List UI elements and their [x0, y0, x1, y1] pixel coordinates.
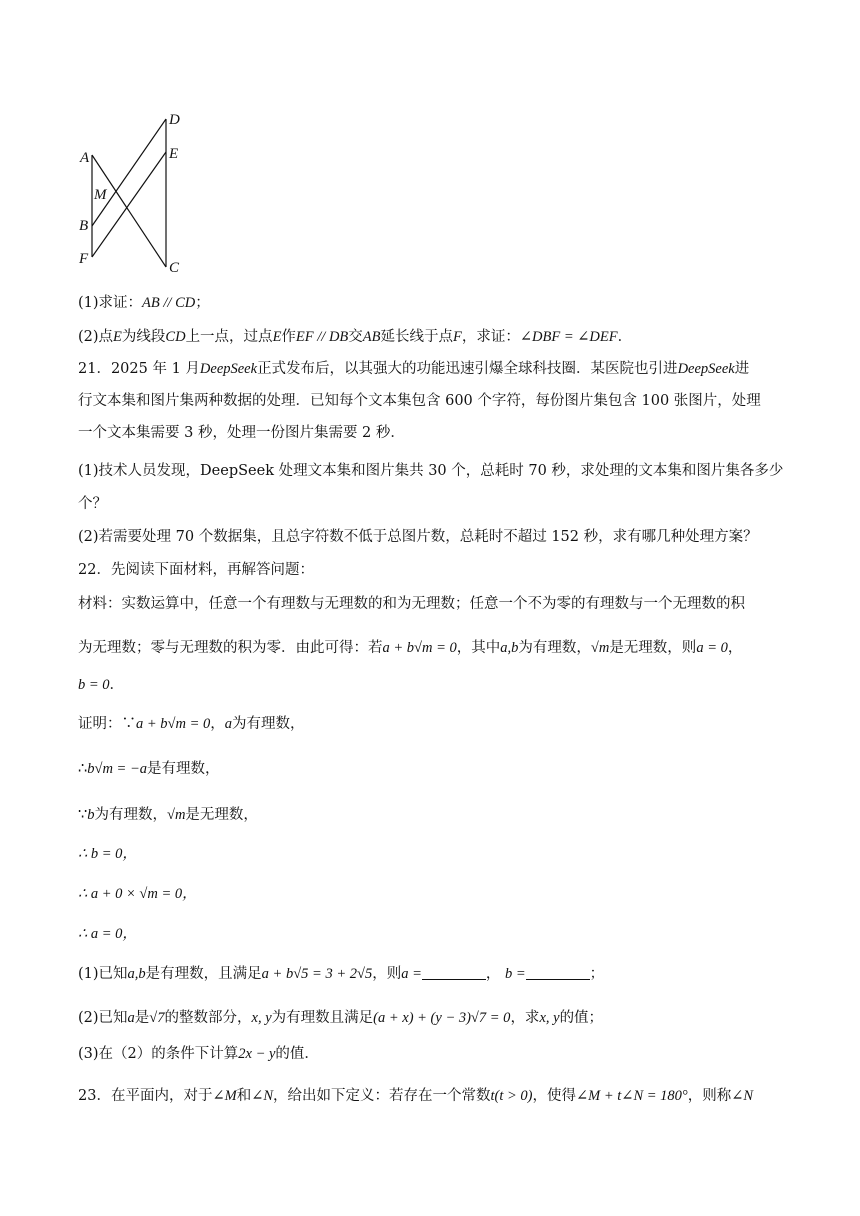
- q22-proof-2: [78, 759, 788, 779]
- q22-proof-3: [78, 805, 788, 825]
- q22-proof-1: [78, 714, 788, 734]
- q22-proof3b: b: [87, 807, 95, 823]
- q20-p2-CD: CD: [165, 329, 186, 345]
- q21-l1c: 进: [734, 361, 750, 377]
- q22-proof3c: 为有理数，: [94, 807, 167, 823]
- q22-part3: [78, 1044, 788, 1064]
- q23-eq: ∠M + t∠N = 180°: [576, 1088, 688, 1104]
- q22-proof3e: 是无理数，: [185, 807, 258, 823]
- q22-proof-4: ∴ b = 0，: [78, 846, 137, 862]
- q23-t: t(t > 0): [490, 1088, 533, 1104]
- q22-m2e: ，: [727, 640, 743, 656]
- q21-l1a: 21．2025 年 1 月: [78, 361, 200, 377]
- q22-proof2eq: b√m = −a: [87, 761, 147, 777]
- q20-p2-c: 上一点，过点: [185, 329, 273, 345]
- q21-part2: (2)若需要处理 70 个数据集，且总字符数不低于总图片数，总耗时不超过 152 秒，求有哪几种处理方案？: [78, 529, 758, 545]
- q22-p2a: (2)已知: [78, 1010, 128, 1026]
- q20-p1-text: (1)求证：: [78, 295, 143, 311]
- label-F: F: [79, 251, 89, 267]
- q20-p2-EF: EF // DB: [295, 329, 349, 345]
- q22-p1b: 是有理数，且满足: [145, 966, 262, 982]
- q22-p1c: ，则: [372, 966, 402, 982]
- geometry-figure: [72, 105, 192, 280]
- q22-material-3: [78, 675, 788, 695]
- q22-m2eq: a + b√m = 0: [382, 640, 457, 656]
- q22-proof1c: a: [224, 716, 232, 732]
- q20-p1-end: ；: [195, 295, 210, 311]
- q23-a: 23．在平面内，对于: [78, 1088, 213, 1104]
- q22-m2c: 为有理数，: [518, 640, 591, 656]
- segment-FE: [92, 152, 166, 257]
- q20-p2-angle: ∠DBF = ∠DEF: [519, 329, 618, 345]
- q22-m2a0: a = 0: [696, 640, 728, 656]
- label-E: E: [169, 146, 179, 162]
- q22-m2ab: a,b: [500, 640, 519, 656]
- q22-proof1d: 为有理数，: [232, 716, 305, 732]
- q23-angle-N: ∠N: [251, 1088, 274, 1104]
- q20-part2: [78, 327, 788, 347]
- q22-p2g: 为有理数且满足: [271, 1010, 374, 1026]
- q21-deepseek-2: DeepSeek: [677, 361, 735, 377]
- q22-p3a: (3)在（2）的条件下计算: [78, 1046, 239, 1062]
- label-B: B: [79, 218, 89, 234]
- q20-p2-e: 交: [348, 329, 363, 345]
- q21-deepseek-1: DeepSeek: [199, 361, 258, 377]
- q22-proof1eq: a + b√m = 0: [136, 716, 211, 732]
- q22-m2b: ，其中: [456, 640, 501, 656]
- q22-part1: [78, 964, 788, 984]
- q22-p1d: a =: [401, 966, 422, 982]
- q20-p2-E2: E: [272, 329, 282, 345]
- q22-p1ab: a,b: [127, 966, 146, 982]
- q21-part1-a: (1)技术人员发现，DeepSeek 处理文本集和图片集共 30 个，总耗时 70 秒，求处理的文本集和图片集各多少: [78, 463, 784, 479]
- label-M: M: [94, 187, 107, 203]
- q23-b: 和: [236, 1088, 252, 1104]
- q23-angle-M: ∠M: [212, 1088, 237, 1104]
- q22-m2a: 为无理数；零与无理数的积为零．由此可得：若: [78, 640, 383, 656]
- q20-p2-a: (2)点: [78, 329, 114, 345]
- q20-p2-F: F: [453, 329, 462, 345]
- label-D: D: [169, 112, 180, 128]
- q22-proof1b: ，: [210, 716, 225, 732]
- q21-line3: 一个文本集需要 3 秒，处理一份图片集需要 2 秒．: [78, 425, 405, 441]
- answer-blank-b[interactable]: [526, 965, 590, 980]
- q20-p2-f: 延长线于点: [380, 329, 453, 345]
- q22-p2j: 的值；: [559, 1010, 604, 1026]
- q22-m2d: 是无理数，则: [609, 640, 697, 656]
- q22-m3: b = 0: [78, 677, 110, 693]
- q22-proof3a: ∵: [78, 807, 88, 823]
- q22-material-1: 材料：实数运算中，任意一个有理数与无理数的和为无理数；任意一个不为零的有理数与一个无理数的积: [78, 596, 745, 612]
- q23-e: ，则称: [687, 1088, 732, 1104]
- q22-p2h: ，求: [510, 1010, 540, 1026]
- q21-l1b: 正式发布后，以其强大的功能迅速引爆全球科技圈．某医院也引进: [257, 361, 678, 377]
- q23-c: ，给出如下定义：若存在一个常数: [273, 1088, 491, 1104]
- q20-p2-d: 作: [281, 329, 296, 345]
- q22-p2e: 的整数部分，: [164, 1010, 252, 1026]
- q22-proof1a: 证明：∵: [78, 716, 136, 732]
- q22-m3end: ．: [109, 677, 125, 693]
- q20-p1-math: AB // CD: [142, 295, 196, 311]
- q22-p2b: a: [127, 1010, 135, 1026]
- q22-part2: [78, 1008, 788, 1028]
- label-C: C: [169, 260, 180, 276]
- q22-p1e: ，: [485, 966, 501, 982]
- q22-title: 22．先阅读下面材料，再解答问题：: [78, 562, 314, 578]
- q20-p2-g: ，求证：: [461, 329, 520, 345]
- q22-proof-6: ∴ a = 0，: [78, 926, 137, 942]
- q22-p1f: b =: [504, 966, 526, 982]
- q20-p2-E: E: [113, 329, 122, 345]
- q22-p2i: x, y: [539, 1010, 560, 1026]
- q23-angle-N2: ∠N: [731, 1088, 754, 1104]
- q22-material-2: [78, 638, 788, 658]
- q22-m2m: √m: [590, 640, 610, 656]
- q22-p2eq: (a + x) + (y − 3)√7 = 0: [373, 1010, 511, 1026]
- label-A: A: [80, 150, 90, 166]
- q22-p2d: √7: [149, 1010, 165, 1026]
- q22-proof2a: ∴: [78, 761, 88, 777]
- q22-p1g: ；: [589, 966, 605, 982]
- q22-p3c: 的值．: [275, 1046, 319, 1062]
- q20-part1: [78, 293, 788, 313]
- q20-p2-b: 为线段: [121, 329, 166, 345]
- q23-d: ，使得: [532, 1088, 577, 1104]
- q22-p2f: x, y: [251, 1010, 272, 1026]
- q22-p1a: (1)已知: [78, 966, 128, 982]
- q20-p2-end: ．: [617, 329, 633, 345]
- q22-proof2b: 是有理数，: [146, 761, 220, 777]
- q23-line1: [78, 1086, 788, 1106]
- q22-p1eq: a + b√5 = 3 + 2√5: [261, 966, 373, 982]
- q22-p3b: 2x − y: [238, 1046, 276, 1062]
- answer-blank-a[interactable]: [422, 965, 486, 980]
- q21-part1-b: 个？: [78, 496, 107, 512]
- q22-proof3d: √m: [166, 807, 186, 823]
- q22-p2c: 是: [134, 1010, 150, 1026]
- q21-line2: 行文本集和图片集两种数据的处理．已知每个文本集包含 600 个字符，每份图片集包含 100 张图片，处理: [78, 393, 761, 409]
- q20-p2-AB: AB: [362, 329, 381, 345]
- q21-line1: [78, 359, 788, 379]
- q22-proof-5: ∴ a + 0 × √m = 0，: [78, 886, 197, 902]
